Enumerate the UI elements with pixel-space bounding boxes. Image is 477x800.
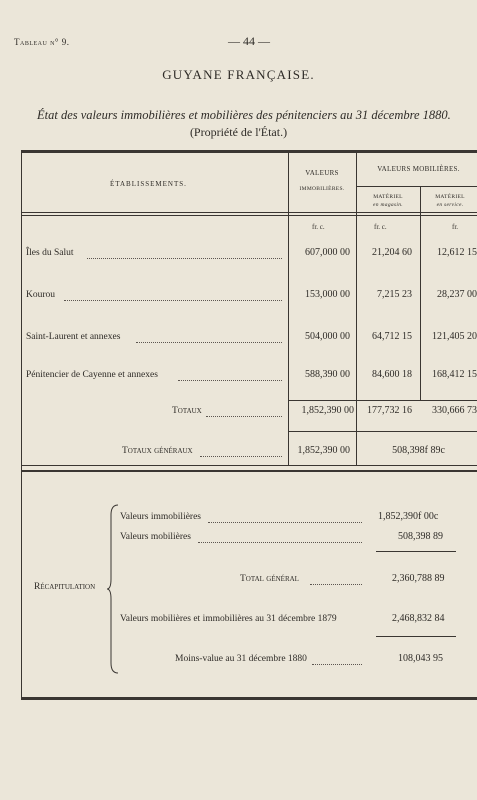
dot-leader: [208, 522, 362, 523]
dot-leader: [198, 542, 362, 543]
col-valeurs-mobilieres: VALEURS MOBILIÈRES.: [377, 165, 460, 173]
row-immo: 504,000 00: [305, 331, 350, 342]
page-number: — 44 —: [228, 34, 270, 48]
table-reference: Tableau n° 9.: [14, 37, 70, 47]
totaux-service: 330,666 73: [432, 405, 477, 416]
recap-moins-value: 108,043 95: [398, 653, 443, 664]
header-bottom-rule-1: [21, 212, 477, 213]
recap-brace: [106, 503, 120, 675]
row-magasin: 7,215 23: [377, 289, 412, 300]
row-service: 168,412 15: [432, 369, 477, 380]
col-sep-1: [288, 153, 289, 465]
header-bottom-rule-2: [21, 215, 477, 216]
recap-1879-label: Valeurs mobilières et immobilières au 31 décembre 1879: [120, 614, 337, 624]
dot-leader: [310, 584, 362, 585]
table-bottom-rule: [21, 697, 477, 700]
totaux-generaux-immo: 1,852,390 00: [297, 445, 350, 456]
colony-heading: GUYANE FRANÇAISE.: [162, 67, 315, 82]
row-name: Îles du Salut: [26, 248, 74, 258]
row-immo: 607,000 00: [305, 247, 350, 258]
recap-total-value: 2,360,788 89: [392, 573, 445, 584]
row-magasin: 64,712 15: [372, 331, 412, 342]
col-valeurs-immo-2: IMMOBILIÈRES.: [299, 186, 345, 192]
row-immo: 588,390 00: [305, 369, 350, 380]
row-name: Saint-Laurent et annexes: [26, 332, 121, 342]
table-end-rule-2: [21, 470, 477, 472]
dot-leader: [87, 258, 282, 259]
totaux-generaux-mobilieres: 508,398f 89c: [392, 445, 445, 456]
row-service: 12,612 15: [437, 247, 477, 258]
mobilieres-subheader-rule: [356, 186, 477, 187]
table-top-rule: [21, 150, 477, 153]
unit-service: fr.: [452, 223, 459, 231]
recap-label: Récapitulation: [34, 582, 96, 592]
col-service-1: MATÉRIEL: [435, 194, 465, 200]
recap-mobilieres-label: Valeurs mobilières: [120, 532, 191, 542]
dot-leader: [206, 416, 282, 417]
recap-mobilieres-value: 508,398 89: [398, 531, 443, 542]
unit-magasin: fr. c.: [374, 223, 387, 231]
row-service: 28,237 00: [437, 289, 477, 300]
dot-leader: [178, 380, 282, 381]
recap-moins-value-label: Moins-value au 31 décembre 1880: [175, 654, 307, 664]
col-etablissements: ÉTABLISSEMENTS.: [110, 180, 187, 188]
table-end-rule-1: [21, 465, 477, 466]
col-valeurs-immo-1: VALEURS: [305, 169, 339, 177]
totaux-magasin: 177,732 16: [367, 405, 412, 416]
totaux-label: Totaux: [172, 406, 202, 416]
col-service-2: en service.: [436, 202, 464, 208]
dot-leader: [200, 456, 282, 457]
unit-immo: fr. c.: [312, 223, 325, 231]
totaux-immo: 1,852,390 00: [301, 405, 354, 416]
recap-immobilieres-value: 1,852,390f 00c: [378, 511, 439, 522]
row-magasin: 84,600 18: [372, 369, 412, 380]
row-magasin: 21,204 60: [372, 247, 412, 258]
totaux-top-rule: [288, 400, 477, 401]
totaux-bottom-rule: [288, 431, 477, 432]
dot-leader: [312, 664, 362, 665]
recap-total-label: Total général: [240, 574, 299, 584]
page-subtitle: (Propriété de l'État.): [189, 125, 288, 139]
row-name: Kourou: [26, 290, 56, 300]
dot-leader: [136, 342, 282, 343]
row-name: Pénitencier de Cayenne et annexes: [26, 370, 158, 380]
recap-sum-rule: [376, 551, 456, 552]
col-magasin-1: MATÉRIEL: [373, 194, 403, 200]
recap-diff-rule: [376, 636, 456, 637]
recap-1879-value: 2,468,832 84: [392, 613, 445, 624]
dot-leader: [64, 300, 282, 301]
col-magasin-2: en magasin.: [373, 202, 403, 208]
row-service: 121,405 20: [432, 331, 477, 342]
row-immo: 153,000 00: [305, 289, 350, 300]
recap-immobilieres-label: Valeurs immobilières: [120, 512, 201, 522]
page-title: État des valeurs immobilières et mobilières des pénitenciers au 31 décembre 1880.: [37, 108, 451, 122]
totaux-generaux-label: Totaux généraux: [122, 446, 193, 456]
